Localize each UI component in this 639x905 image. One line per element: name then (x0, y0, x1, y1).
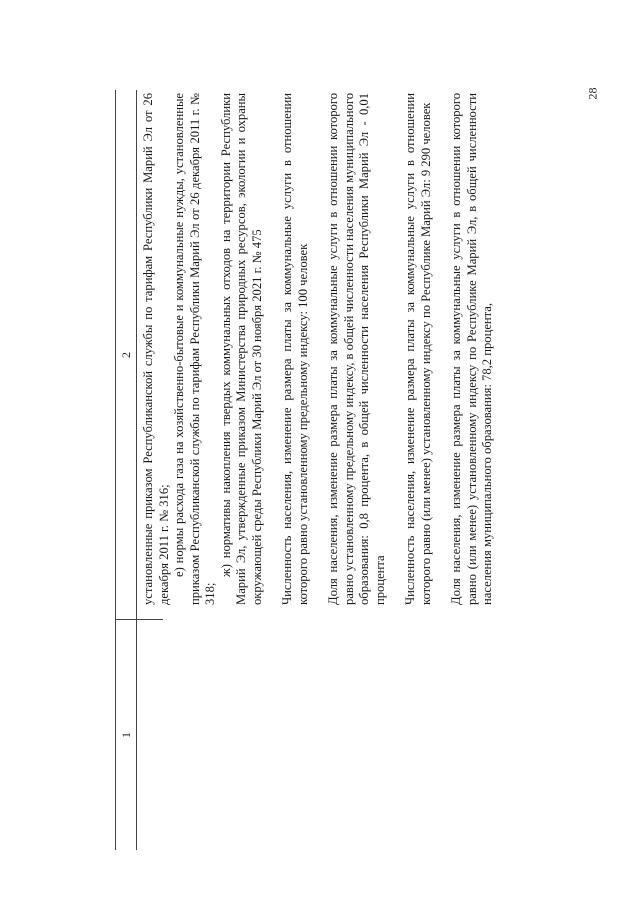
block-gap (388, 93, 403, 605)
table-header-row (115, 90, 137, 850)
table-container (115, 90, 585, 850)
paragraph: е) нормы расхода газа на хозяйственно-бытовые и коммунальные нужды, установленные приказом Республиканской службы по тарифам Республики Марий Эл от 26 декабря 2011 г. № 318; (172, 93, 217, 605)
text-block (326, 93, 388, 605)
column-divider (135, 619, 163, 620)
header-column-2: 2 (119, 352, 133, 358)
paragraph: Численность населения, изменение размера платы за коммунальные услуги в отношении которого равно (или менее) установленному индексу по Республике Марий Эл: 9 290 человек (403, 93, 433, 605)
text-block (449, 93, 496, 605)
paragraph: Доля населения, изменение размера платы за коммунальные услуги в отношении которого равно (или менее) установленному индексу по Республике Марий Эл, в общей численности населения муниципального образования: 78,2 процента, (449, 93, 494, 605)
paragraph: установленные приказом Республиканской службы по тарифам Республики Марий Эл от 26 декабря 2011 г. № 316; (141, 93, 171, 605)
rotated-page (115, 90, 585, 850)
paragraph: Доля населения, изменение размера платы за коммунальные услуги в отношении которого равно установленному предельному индексу, в общей численности населения муниципального образования: 0,8 процента, в общей численности населения Республики Марий Эл - 0,01 процента (326, 93, 387, 605)
block-gap (434, 93, 449, 605)
text-block (403, 93, 434, 605)
header-column-1: 1 (116, 619, 136, 850)
table-cell-content (141, 93, 496, 605)
paragraph: ж) нормативы накопления твердых коммунальных отходов на территории Республики Марий Эл, утвержденные приказом Министерства природных ресурсов, экологии и охраны окружающей среды Республики Марий Эл от 30 ноября 2021 г. № 475 (218, 93, 264, 605)
block-gap (265, 93, 280, 605)
block-gap (311, 93, 326, 605)
paragraph: Численность населения, изменение размера платы за коммунальные услуги в отношении которого равно установленному предельному индексу: 100 человек (280, 93, 310, 605)
text-block (280, 93, 311, 605)
text-block (141, 93, 265, 605)
page-number: 28 (585, 87, 600, 100)
